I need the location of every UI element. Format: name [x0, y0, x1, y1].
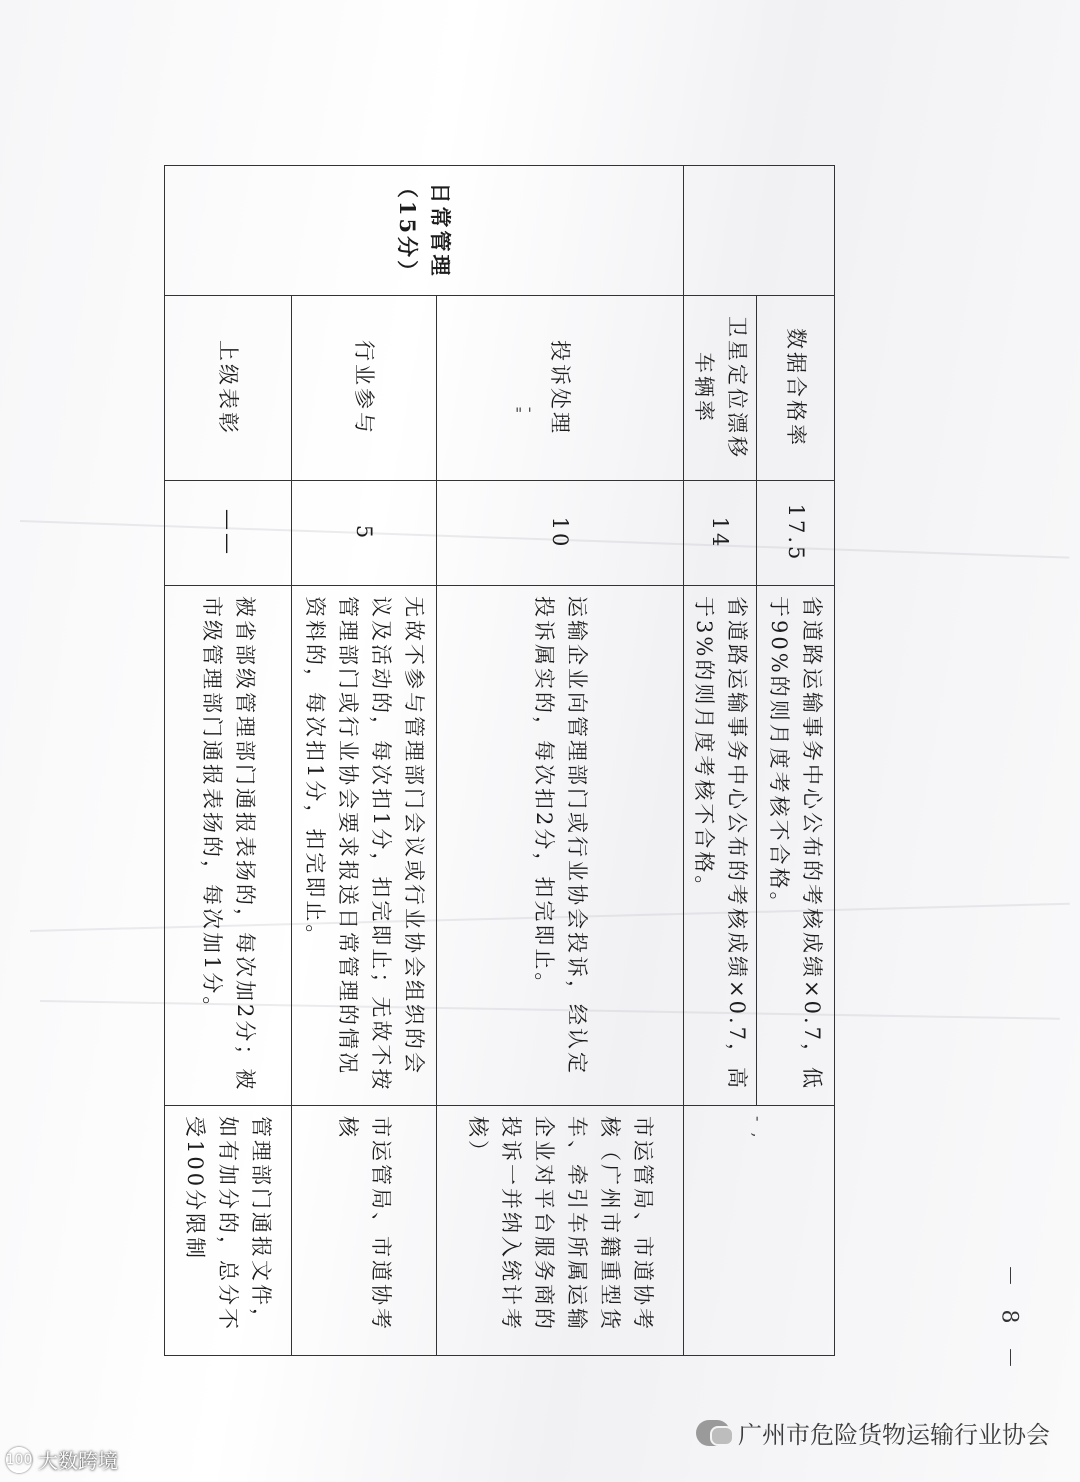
rule-cell: 无故不参与管理部门会议或行业协会组织的会议及活动的，每次扣1分，扣完即止；无故不按管理部门或行业协会要求报送日常管理的情况资料的，每次扣1分，扣完即止。	[292, 586, 437, 1106]
table-row	[757, 166, 835, 1356]
watermark-logo-icon: 100	[6, 1447, 32, 1473]
rule-cell: 省道路运输事务中心公布的考核成绩×0.7，低于90%的则月度考核不合格。	[757, 586, 835, 1106]
rule-cell: 运输企业向管理部门或行业协会投诉，经认定投诉属实的，每次扣2分，扣完即止。	[437, 586, 684, 1106]
scribble-mark: " '	[515, 404, 532, 423]
watermark-left-text: 大数跨境	[38, 1449, 118, 1473]
table-row	[292, 166, 437, 1356]
note-cell: 市运管局、市道协考核（广州市籍重型货车、牵引车所属运输企业对平台服务商的投诉一并纳入统计考核）	[437, 1106, 684, 1356]
watermark-right-text: 广州市危险货物运输行业协会	[738, 1421, 1050, 1449]
score-cell: 10	[437, 481, 684, 586]
item-cell: 行业参与	[292, 296, 437, 481]
assessment-table	[164, 165, 835, 1356]
score-cell: 17.5	[757, 481, 835, 586]
rotated-document	[165, 165, 835, 1355]
rule-cell: 被省部级管理部门通报表扬的，每次加2分；被市级管理部门通报表扬的，每次加1分。	[165, 586, 292, 1106]
item-cell: 数据合格率	[757, 296, 835, 481]
watermark-left	[6, 1445, 118, 1474]
item-cell: 投诉处理	[437, 296, 684, 481]
note-cell: 管理部门通报文件，如有加分的，总分不受100分限制	[165, 1106, 292, 1356]
watermark-right	[696, 1415, 1050, 1450]
category-cell: 日常管理（15分）	[165, 166, 684, 296]
scribble-mark: - ,	[749, 1116, 768, 1141]
item-cell: 上级表彰	[165, 296, 292, 481]
score-cell: 5	[292, 481, 437, 586]
table-row	[437, 166, 684, 1356]
note-cell	[684, 1106, 835, 1356]
table-row	[165, 166, 292, 1356]
page-number: － 8 －	[996, 1264, 1022, 1377]
rule-cell: 省道路运输事务中心公布的考核成绩×0.7，高于3%的则月度考核不合格。	[684, 586, 757, 1106]
wechat-icon	[696, 1420, 730, 1446]
category-cell	[684, 166, 835, 296]
item-cell: 卫星定位漂移车辆率	[684, 296, 757, 481]
note-cell: 市运管局、市道协考核	[292, 1106, 437, 1356]
score-cell: 14	[684, 481, 757, 586]
score-cell: ——	[165, 481, 292, 586]
